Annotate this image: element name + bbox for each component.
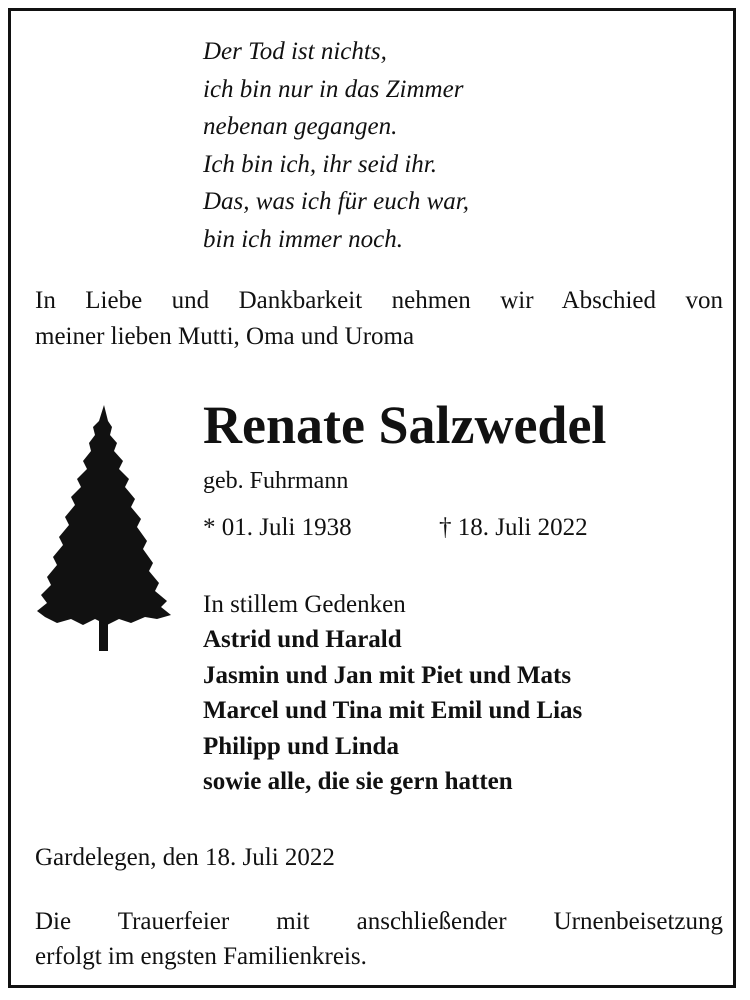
mourner-entry: Astrid und Harald [203, 626, 402, 653]
poem [203, 33, 469, 258]
evergreen-tree-icon [33, 403, 175, 653]
birth-date: * 01. Juli 1938 [203, 514, 352, 541]
mourner-entry: sowie alle, die sie gern hatten [203, 768, 513, 795]
death-date: † 18. Juli 2022 [439, 514, 588, 541]
farewell-line: meiner lieben Mutti, Oma und Uroma [35, 323, 415, 350]
mourner-entry: Philipp und Linda [203, 732, 399, 760]
mourners-list [203, 622, 582, 800]
poem-line: Der Tod ist nichts, [203, 38, 387, 65]
place-and-date: Gardelegen, den 18. Juli 2022 [35, 844, 335, 871]
farewell-line: In Liebe und Dankbarkeit nehmen wir Abschied von [35, 287, 723, 314]
funeral-notice [35, 904, 723, 974]
funeral-line: Die Trauerfeier mit anschließender Urnenbeisetzung [35, 908, 723, 935]
poem-line: ich bin nur in das Zimmer [203, 75, 464, 103]
poem-line: Das, was ich für euch war, [203, 188, 469, 215]
maiden-name: geb. Fuhrmann [203, 468, 349, 494]
mourner-entry: Marcel und Tina mit Emil und Lias [203, 697, 583, 724]
poem-line: bin ich immer noch. [203, 225, 403, 253]
farewell-text [35, 283, 723, 355]
deceased-name: Renate Salzwedel [203, 395, 607, 455]
mourners-heading: In stillem Gedenken [203, 591, 406, 618]
poem-line: Ich bin ich, ihr seid ihr. [203, 150, 438, 178]
poem-line: nebenan gegangen. [203, 113, 398, 140]
mourner-entry: Jasmin und Jan mit Piet und Mats [203, 661, 572, 689]
obituary-notice [8, 8, 736, 988]
funeral-line: erfolgt im engsten Familienkreis. [35, 943, 367, 970]
